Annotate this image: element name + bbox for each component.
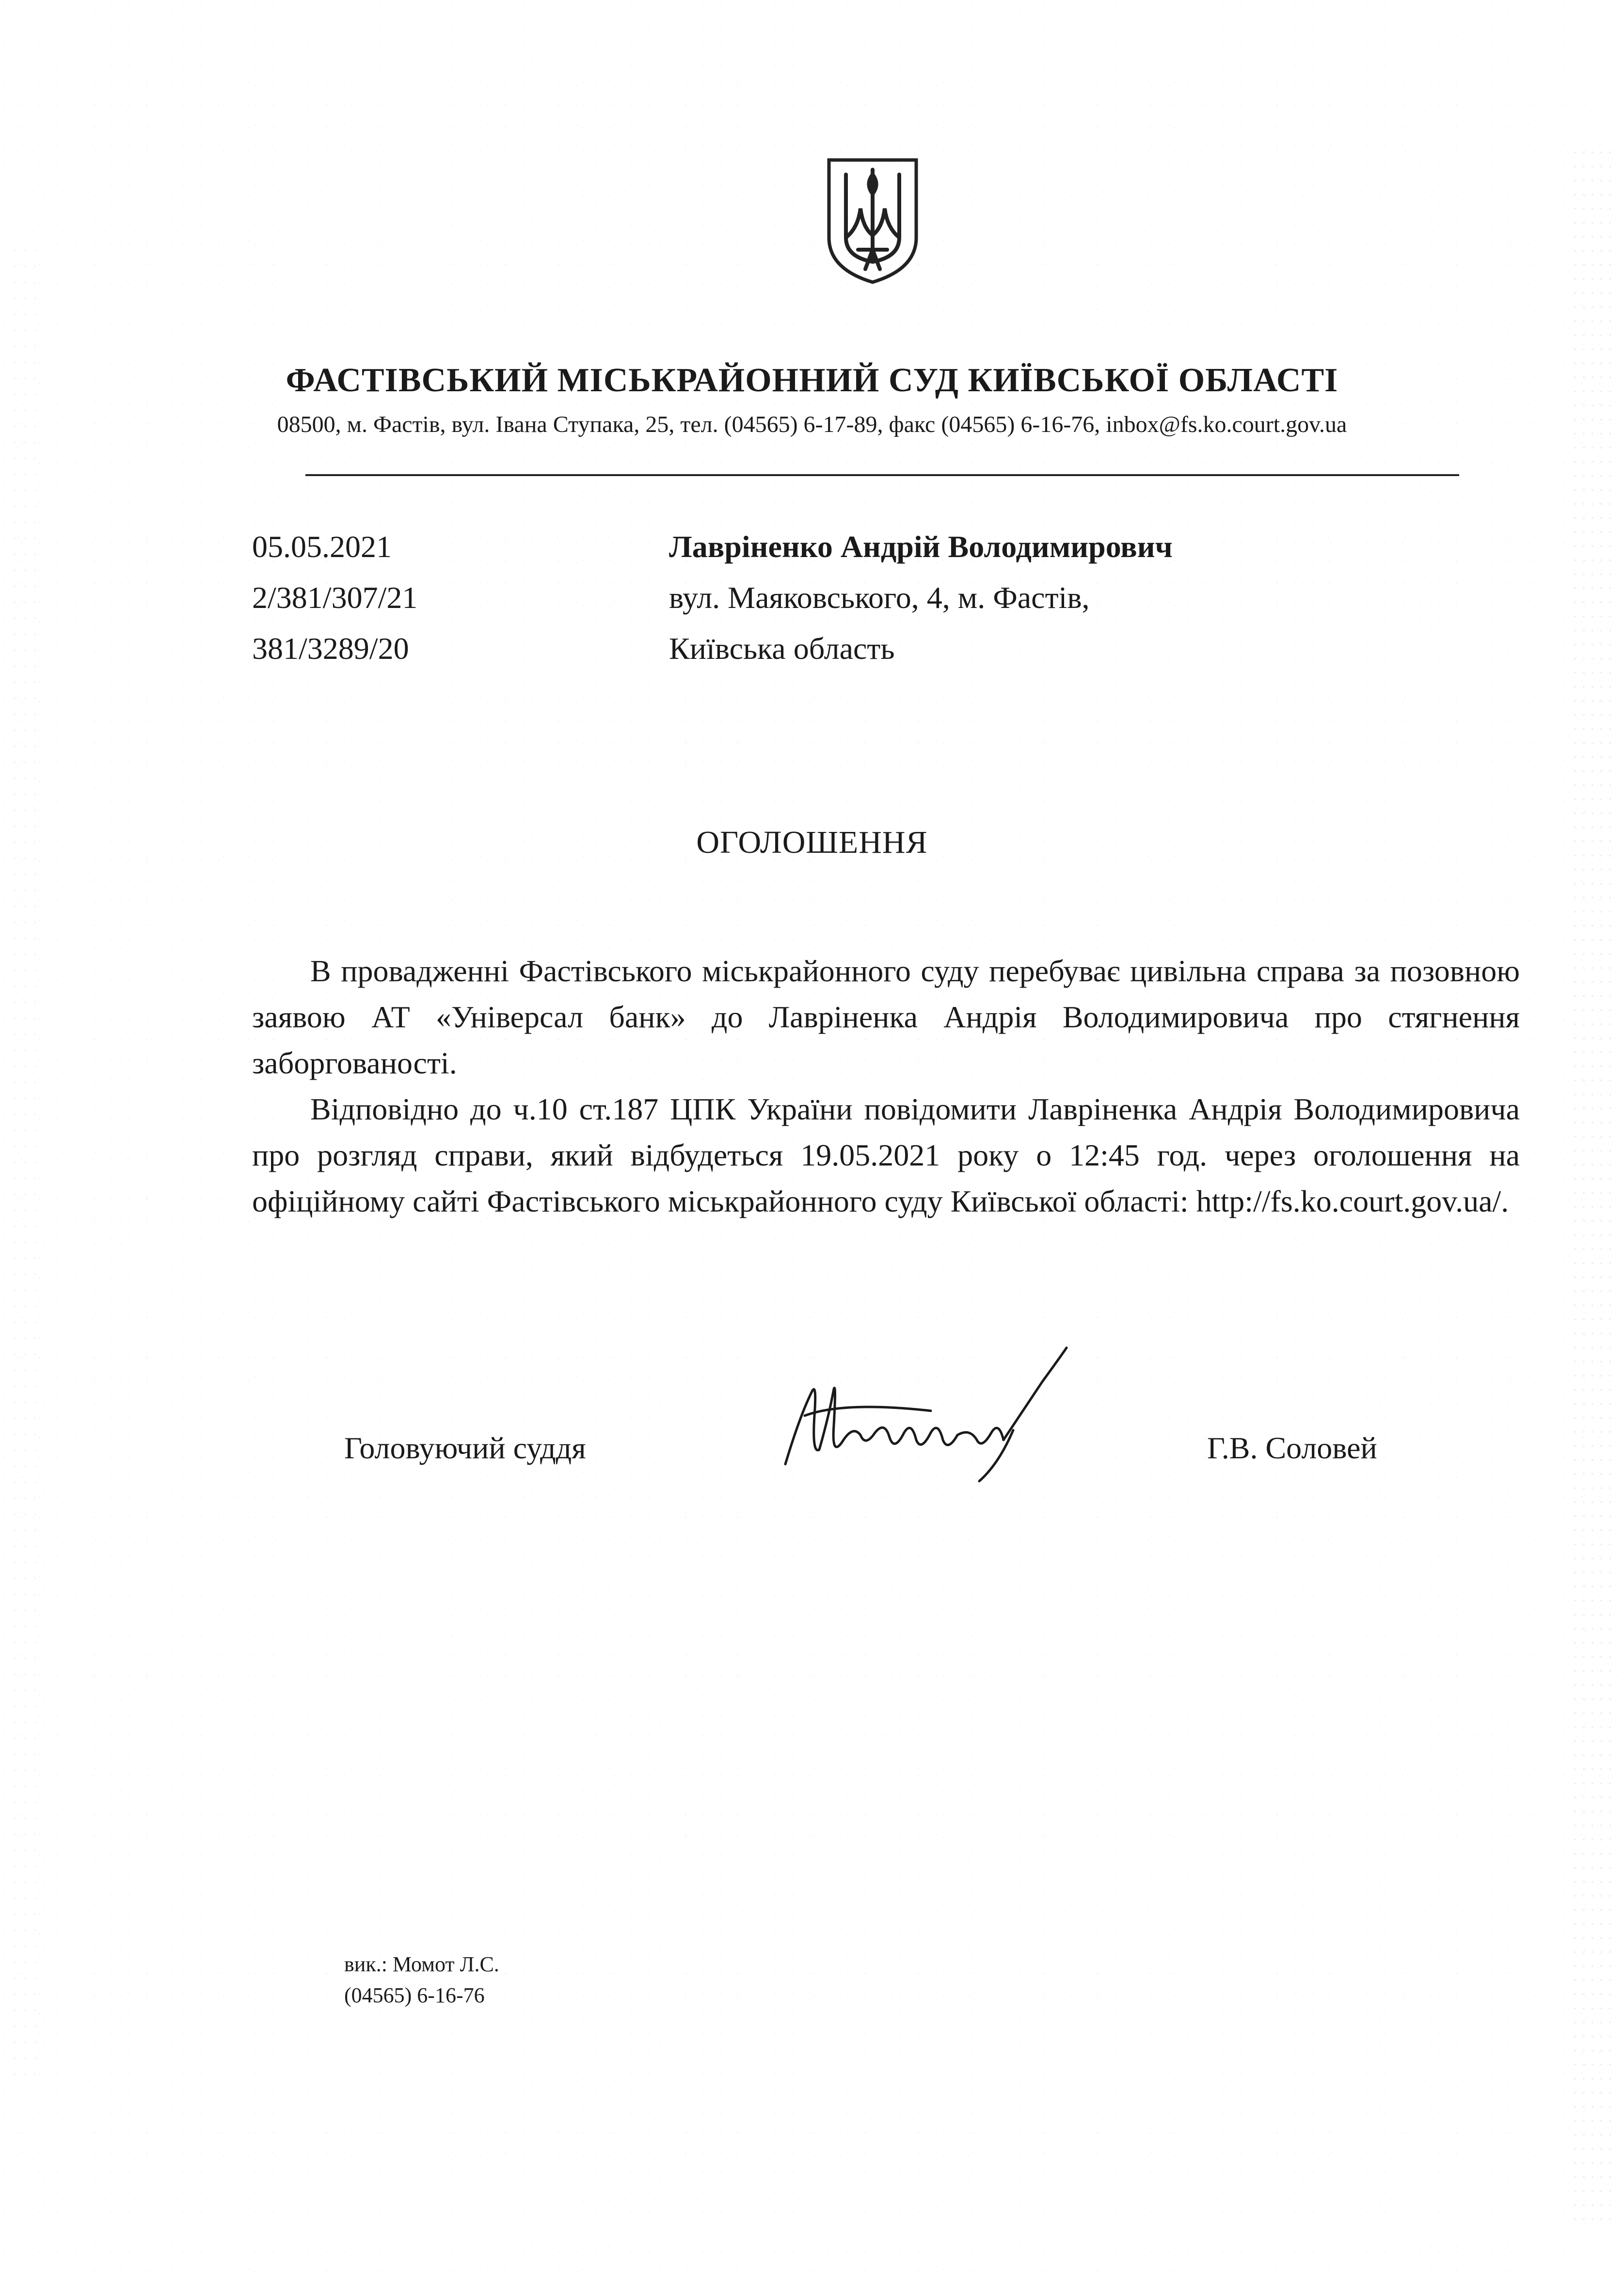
document-meta xyxy=(252,521,417,674)
notice-body xyxy=(252,948,1520,1224)
signatory-role: Головуючий суддя xyxy=(344,1431,586,1465)
outgoing-number: 2/381/307/21 xyxy=(252,580,418,615)
recipient-region: Київська область xyxy=(669,631,895,666)
header-divider xyxy=(305,474,1459,476)
executor-block xyxy=(344,1949,499,2011)
handwritten-signature xyxy=(771,1343,1081,1488)
recipient-name: Лавріненко Андрій Володимирович xyxy=(669,529,1173,564)
notice-paragraph-2: Відповідно до ч.10 ст.187 ЦПК України повідомити Лавріненка Андрія Володимировича про розгляд справи, який відбудеться 19.05.2021 року о 12:45 год. через оголошення на офіційному сайті Фастівського міськрайонного суду Київської області: http://fs.ko.court.gov.ua/. xyxy=(252,1092,1520,1218)
executor-name: вик.: Момот Л.С. xyxy=(344,1952,499,1976)
scan-noise-right xyxy=(1571,145,1614,2230)
notice-heading: ОГОЛОШЕННЯ xyxy=(696,825,928,860)
notice-paragraph-1: В провадженні Фастівського міськрайонного суду перебуває цивільна справа за позовною заявою АТ «Універсал банк» до Лавріненка Андрія Володимировича про стягнення заборгованості. xyxy=(252,954,1520,1080)
recipient-block xyxy=(669,521,1173,674)
document-date: 05.05.2021 xyxy=(252,529,392,564)
court-address: 08500, м. Фастів, вул. Івана Ступака, 25, тел. (04565) 6-17-89, факс (04565) 6-16-76, inbox@fs.ko.court.gov.ua xyxy=(277,412,1347,437)
recipient-street: вул. Маяковського, 4, м. Фастів, xyxy=(669,580,1090,615)
case-number: 381/3289/20 xyxy=(252,631,409,666)
executor-phone: (04565) 6-16-76 xyxy=(344,1983,485,2007)
court-name: ФАСТІВСЬКИЙ МІСЬКРАЙОННИЙ СУД КИЇВСЬКОЇ ОБЛАСТІ xyxy=(286,362,1338,399)
signatory-name: Г.В. Соловей xyxy=(1207,1431,1377,1465)
scan-noise-left xyxy=(10,242,44,2085)
coat-of-arms-icon xyxy=(824,155,921,286)
